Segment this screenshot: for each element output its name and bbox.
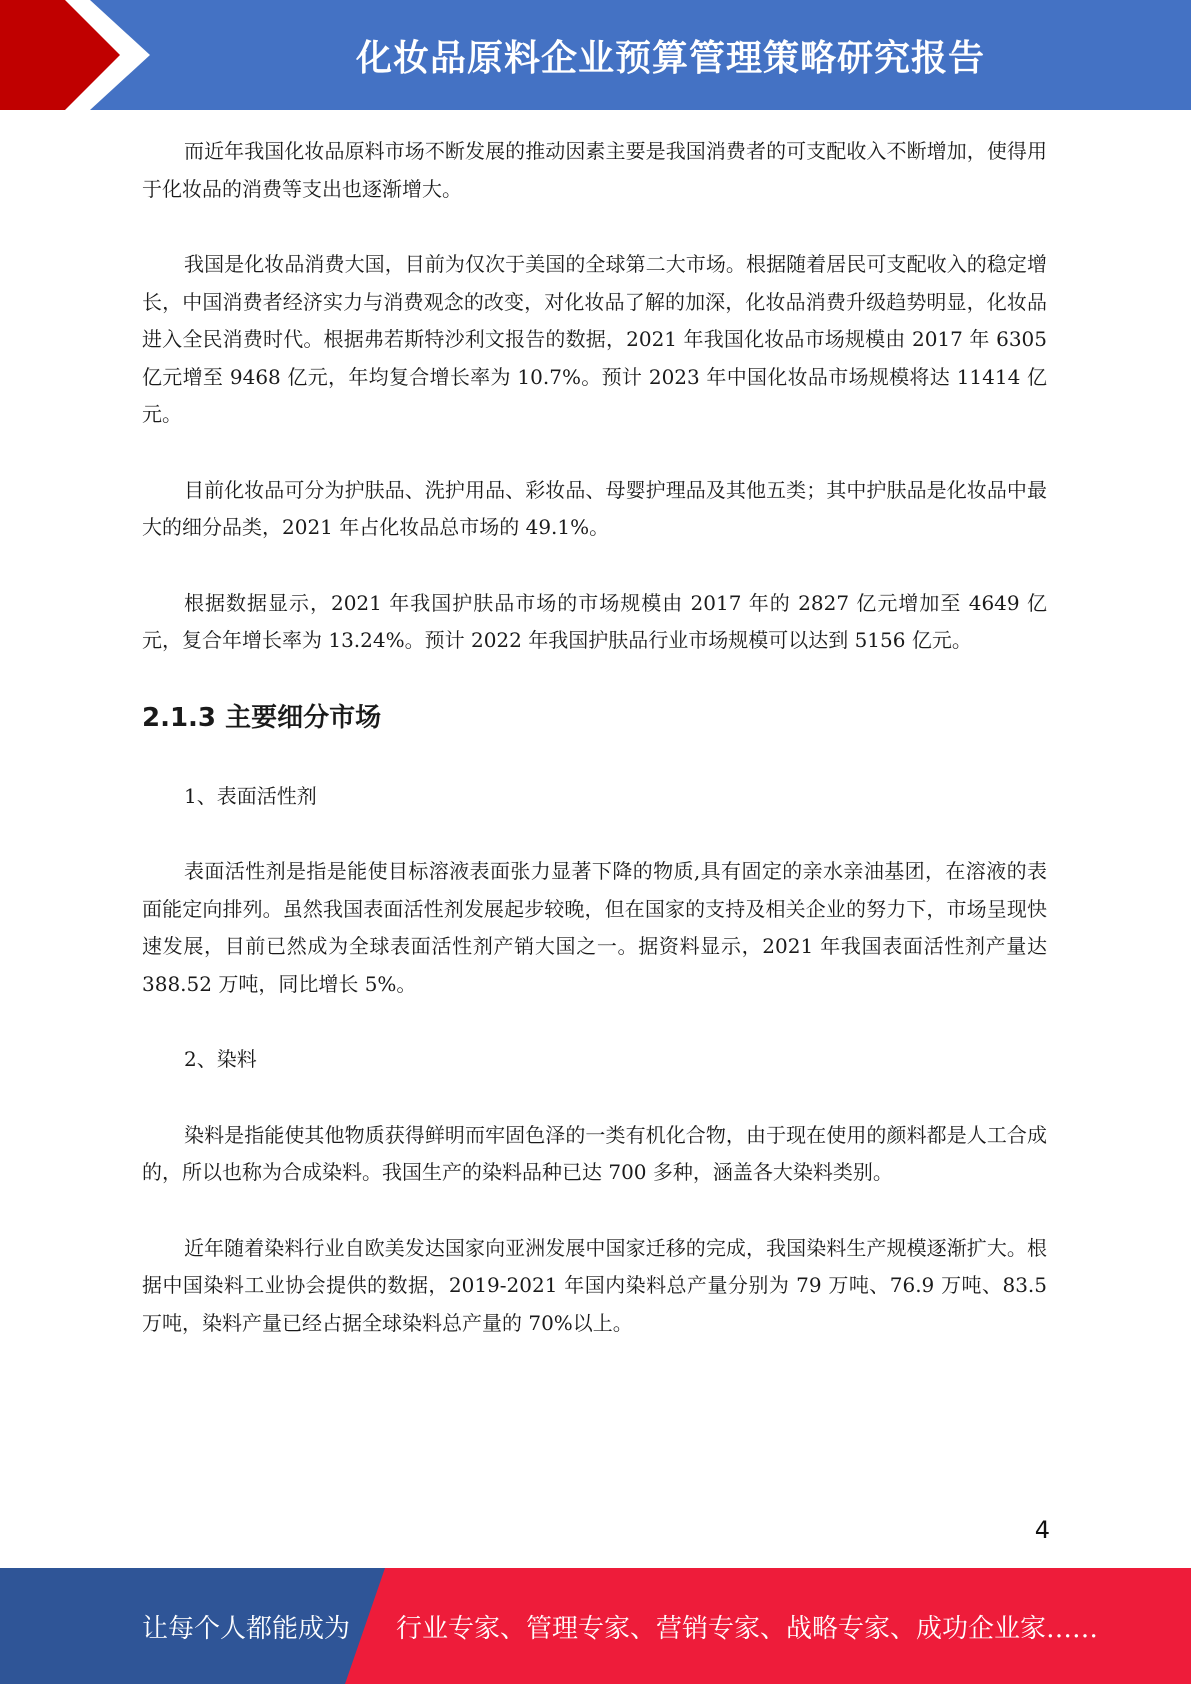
paragraph-5: 表面活性剂是指是能使目标溶液表面张力显著下降的物质,具有固定的亲水亲油基团，在溶液的表面能定向排列。虽然我国表面活性剂发展起步较晚，但在国家的支持及相关企业的努力下，市场呈现快速发展，目前已然成为全球表面活性剂产销大国之一。据资料显示，2021 年我国表面活性剂产量达 388.52 万吨，同比增长 5%。 xyxy=(142,859,1047,996)
footer-slogan-left: 让每个人都能成为 xyxy=(142,1613,351,1644)
footer-slogan-right: 行业专家、管理专家、营销专家、战略专家、成功企业家…… xyxy=(396,1613,1099,1644)
page-content xyxy=(142,133,1047,1380)
paragraph-4: 根据数据显示，2021 年我国护肤品市场的市场规模由 2017 年的 2827 亿元增加至 4649 亿元，复合年增长率为 13.24%。预计 2022 年我国护肤品行业市场规模可以达到 5156 亿元。 xyxy=(142,590,1047,652)
page-number: 4 xyxy=(1034,1516,1050,1544)
paragraph-2: 我国是化妆品消费大国，目前为仅次于美国的全球第二大市场。根据随着居民可支配收入的稳定增长，中国消费者经济实力与消费观念的改变，对化妆品了解的加深，化妆品消费升级趋势明显，化妆品进入全民消费时代。根据弗若斯特沙利文报告的数据，2021 年我国化妆品市场规模由 2017 年 6305 亿元增至 9468 亿元，年均复合增长率为 10.7%。预计 2023 年中国化妆品市场规模将达 11414 亿元。 xyxy=(142,252,1047,426)
header-arrow-decoration xyxy=(0,0,160,110)
item-label-dye: 2、染料 xyxy=(184,1047,257,1071)
page-footer xyxy=(0,1568,1191,1684)
paragraph-3: 目前化妆品可分为护肤品、洗护用品、彩妆品、母婴护理品及其他五类；其中护肤品是化妆品中最大的细分品类，2021 年占化妆品总市场的 49.1%。 xyxy=(142,477,1047,539)
paragraph-6: 染料是指能使其他物质获得鲜明而牢固色泽的一类有机化合物，由于现在使用的颜料都是人工合成的，所以也称为合成染料。我国生产的染料品种已达 700 多种，涵盖各大染料类别。 xyxy=(142,1122,1047,1184)
item-label-surfactant: 1、表面活性剂 xyxy=(184,783,317,808)
section-heading: 2.1.3 主要细分市场 xyxy=(142,702,382,733)
paragraph-1: 而近年我国化妆品原料市场不断发展的推动因素主要是我国消费者的可支配收入不断增加，使得用于化妆品的消费等支出也逐渐增大。 xyxy=(142,139,1047,201)
paragraph-7: 近年随着染料行业自欧美发达国家向亚洲发展中国家迁移的完成，我国染料生产规模逐渐扩大。根据中国染料工业协会提供的数据，2019-2021 年国内染料总产量分别为 79 万吨、76.9 万吨、83.5 万吨，染料产量已经占据全球染料总产量的 70%以上。 xyxy=(142,1235,1047,1335)
document-title: 化妆品原料企业预算管理策略研究报告 xyxy=(355,37,985,79)
page-header xyxy=(0,0,1191,110)
